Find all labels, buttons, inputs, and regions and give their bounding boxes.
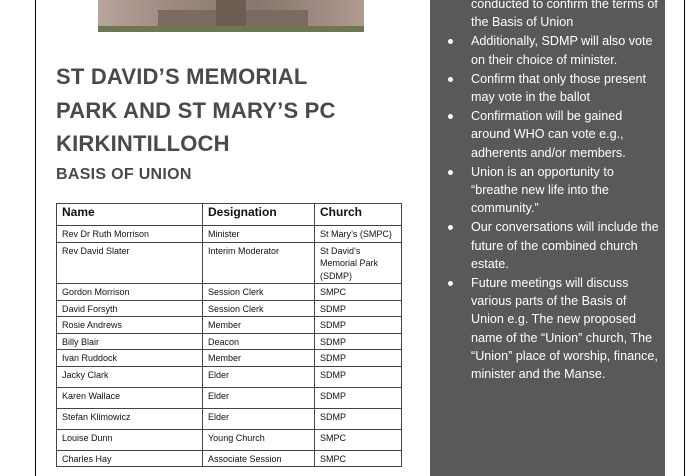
cell-name: Billy Blair xyxy=(57,333,203,350)
document-subtitle: BASIS OF UNION xyxy=(56,166,192,183)
header-name: Name xyxy=(57,204,203,226)
cell-church: SDMP xyxy=(315,300,402,317)
cell-name: David Forsyth xyxy=(57,300,203,317)
cell-name: Gordon Morrison xyxy=(57,284,203,301)
list-item-text: Confirm that only those present may vote in the ballot xyxy=(471,71,647,105)
cell-name: Rev Dr Ruth Morrison xyxy=(57,226,203,243)
table-header-row xyxy=(57,204,402,226)
cell-church: SDMP xyxy=(315,366,402,387)
cell-designation: Session Clerk xyxy=(203,284,315,301)
header-church: Church xyxy=(315,204,402,226)
page-border-right xyxy=(684,0,685,476)
table-row xyxy=(57,450,402,467)
cell-name: Rosie Andrews xyxy=(57,317,203,334)
info-panel xyxy=(430,0,665,476)
cell-designation: Elder xyxy=(203,387,315,408)
page-border-left xyxy=(35,0,36,476)
church-photo xyxy=(98,0,364,32)
cell-church: SMPC xyxy=(315,429,402,450)
cell-church: St Mary’s (SMPC) xyxy=(315,226,402,243)
cell-designation: Member xyxy=(203,350,315,367)
cell-church: SDMP xyxy=(315,350,402,367)
bullet-dot-icon xyxy=(448,170,453,175)
bullet-continuation: conducted to confirm the terms of the Basis of Union xyxy=(471,0,658,30)
list-item xyxy=(446,70,660,106)
table-row xyxy=(57,429,402,450)
table-row xyxy=(57,242,402,284)
bullet-dot-icon xyxy=(448,77,453,82)
cell-name: Karen Wallace xyxy=(57,387,203,408)
cell-designation: Young Church xyxy=(203,429,315,450)
list-item xyxy=(446,163,660,218)
header-designation: Designation xyxy=(203,204,315,226)
table-row xyxy=(57,408,402,429)
cell-name: Louise Dunn xyxy=(57,429,203,450)
cell-name: Stefan Klimowicz xyxy=(57,408,203,429)
cell-church: SDMP xyxy=(315,408,402,429)
list-item xyxy=(446,107,660,162)
cell-name: Ivan Ruddock xyxy=(57,350,203,367)
bullet-dot-icon xyxy=(448,281,453,286)
cell-name: Charles Hay xyxy=(57,450,203,467)
table-row xyxy=(57,284,402,301)
table-row xyxy=(57,300,402,317)
list-item-text: Additionally, SDMP will also vote on their choice of minister. xyxy=(471,34,653,67)
cell-church: SDMP xyxy=(315,387,402,408)
table-row xyxy=(57,317,402,334)
list-item xyxy=(446,32,660,68)
cell-designation: Member xyxy=(203,317,315,334)
cell-designation: Session Clerk xyxy=(203,300,315,317)
cell-church: SDMP xyxy=(315,333,402,350)
list-item-text: Confirmation will be gained around WHO can vote e.g., adherents and/or members. xyxy=(471,109,626,160)
table-row xyxy=(57,366,402,387)
title-line-1: ST DAVID’S MEMORIAL xyxy=(56,64,308,89)
table-row xyxy=(57,387,402,408)
cell-church: SMPC xyxy=(315,284,402,301)
list-item xyxy=(446,218,660,273)
cell-church: St David’s Memorial Park (SDMP) xyxy=(315,242,402,284)
document-title xyxy=(56,60,416,161)
table-row xyxy=(57,333,402,350)
members-table xyxy=(56,203,402,467)
cell-designation: Interim Moderator xyxy=(203,242,315,284)
cell-church: SMPC xyxy=(315,450,402,467)
title-line-3: KIRKINTILLOCH xyxy=(56,131,230,156)
cell-designation: Minister xyxy=(203,226,315,243)
cell-church: SDMP xyxy=(315,317,402,334)
cell-designation: Deacon xyxy=(203,333,315,350)
list-item-text: Our conversations will include the future of the combined church estate. xyxy=(471,220,659,271)
cell-designation: Elder xyxy=(203,366,315,387)
info-bullet-list xyxy=(446,0,660,384)
bullet-dot-icon xyxy=(448,39,453,44)
cell-designation: Associate Session xyxy=(203,450,315,467)
list-item-text: Future meetings will discuss various parts of the Basis of Union e.g. The new proposed name of the “Union” church, The “Union” place of worship, finance, minister and the Manse. xyxy=(471,276,658,382)
cell-designation: Elder xyxy=(203,408,315,429)
list-item-text: Union is an opportunity to “breathe new life into the community.” xyxy=(471,164,614,216)
bullet-dot-icon xyxy=(448,114,453,119)
list-item xyxy=(446,274,660,383)
cell-name: Jacky Clark xyxy=(57,366,203,387)
title-line-2: PARK AND ST MARY’S PC xyxy=(56,97,336,123)
table-row xyxy=(57,350,402,367)
bullet-dot-icon xyxy=(448,225,453,230)
table-row xyxy=(57,226,402,243)
cell-name: Rev David Slater xyxy=(57,242,203,284)
